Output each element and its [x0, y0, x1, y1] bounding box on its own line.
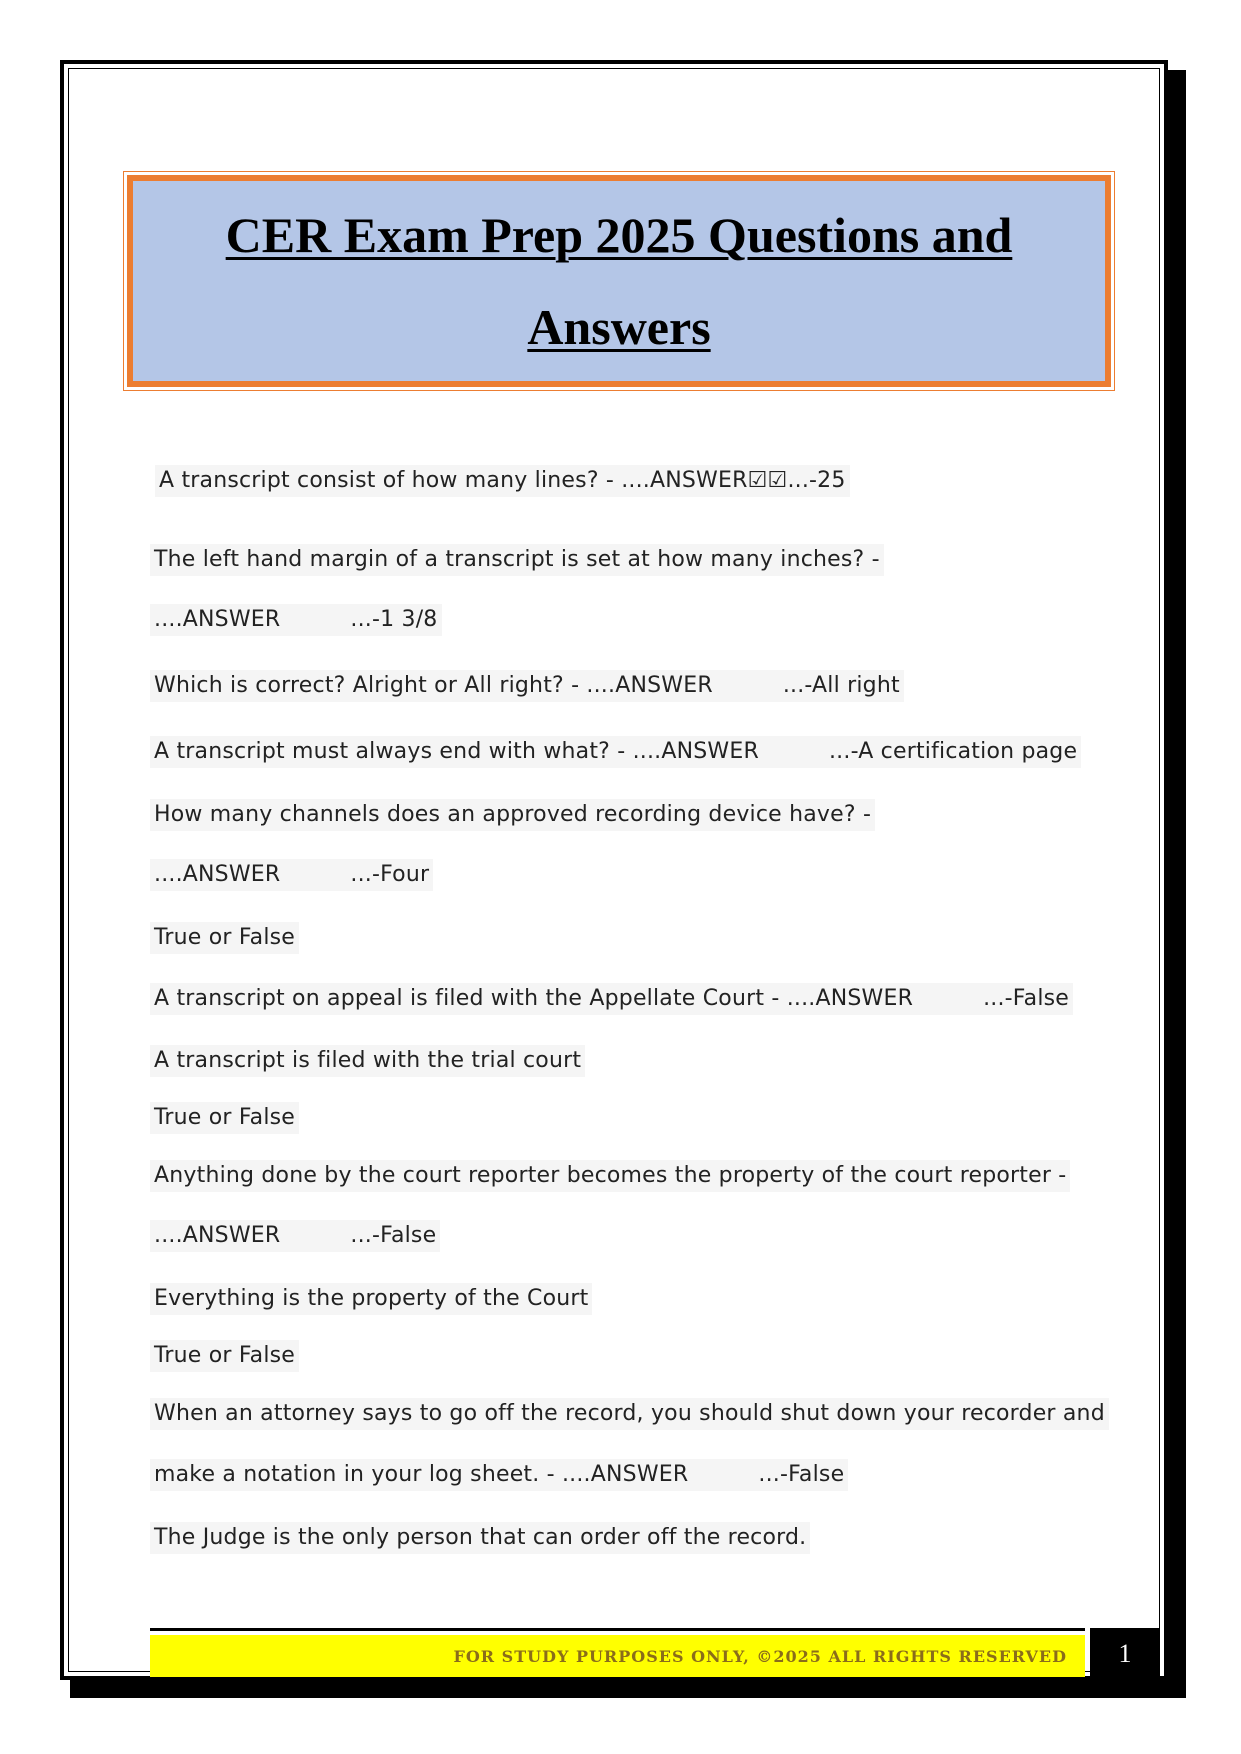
qa-line [150, 1045, 585, 1077]
question-text: Everything is the property of the Court [154, 1286, 589, 1311]
answer-label: ....ANSWER [154, 862, 281, 887]
title-box [127, 175, 1111, 387]
qa-line [150, 736, 1081, 768]
qa-line [150, 799, 875, 831]
footer-divider [150, 1628, 1085, 1631]
answer-text: ...-False [758, 1462, 845, 1487]
page-title-line-2: Answers [527, 299, 711, 355]
answer-text: ...-False [983, 986, 1070, 1011]
qa-line [150, 1459, 848, 1491]
question-text: A transcript on appeal is filed with the Appellate Court - ....ANSWER [154, 986, 914, 1011]
qa-line [150, 1220, 440, 1252]
qa-line [150, 922, 299, 954]
answer-text: ...-False [350, 1223, 437, 1248]
qa-line [150, 983, 1073, 1015]
qa-line [150, 604, 442, 636]
qa-line [150, 1160, 1070, 1192]
question-text: True or False [154, 1105, 296, 1130]
question-text: True or False [154, 925, 296, 950]
question-text: The Judge is the only person that can order off the record. [154, 1525, 807, 1550]
question-text: A transcript is filed with the trial court [154, 1048, 582, 1073]
page-title-line-1: CER Exam Prep 2025 Questions and [225, 207, 1013, 263]
qa-line [150, 670, 904, 702]
qa-line [150, 544, 884, 576]
question-text: Anything done by the court reporter becomes the property of the court reporter - [154, 1163, 1067, 1188]
qa-line [150, 1283, 592, 1315]
answer-text: ...-All right [782, 673, 900, 698]
footer-bar [150, 1635, 1085, 1677]
question-text: make a notation in your log sheet. - ....ANSWER [154, 1462, 689, 1487]
answer-label: ....ANSWER [154, 1223, 281, 1248]
question-text: Which is correct? Alright or All right? - ....ANSWER [154, 673, 713, 698]
qa-line [150, 1102, 299, 1134]
qa-line [155, 465, 850, 497]
question-text: True or False [154, 1343, 296, 1368]
footer-copyright: FOR STUDY PURPOSES ONLY, ©2025 ALL RIGHTS RESERVED [453, 1646, 1067, 1666]
question-text: The left hand margin of a transcript is set at how many inches? - [154, 547, 880, 572]
answer-label: ....ANSWER [154, 607, 281, 632]
qa-line [150, 859, 433, 891]
question-text: When an attorney says to go off the record, you should shut down your recorder and [154, 1401, 1105, 1426]
qa-line [150, 1522, 810, 1554]
question-text: A transcript consist of how many lines? - ....ANSWER☑☑...-25 [159, 468, 846, 493]
page-number: 1 [1090, 1628, 1160, 1680]
question-text: A transcript must always end with what? - ....ANSWER [154, 739, 759, 764]
question-text: How many channels does an approved recording device have? - [154, 802, 872, 827]
answer-text: ...-A certification page [828, 739, 1078, 764]
qa-line [150, 1340, 299, 1372]
answer-text: ...-1 3/8 [350, 607, 438, 632]
qa-line [150, 1398, 1109, 1430]
answer-text: ...-Four [350, 862, 430, 887]
